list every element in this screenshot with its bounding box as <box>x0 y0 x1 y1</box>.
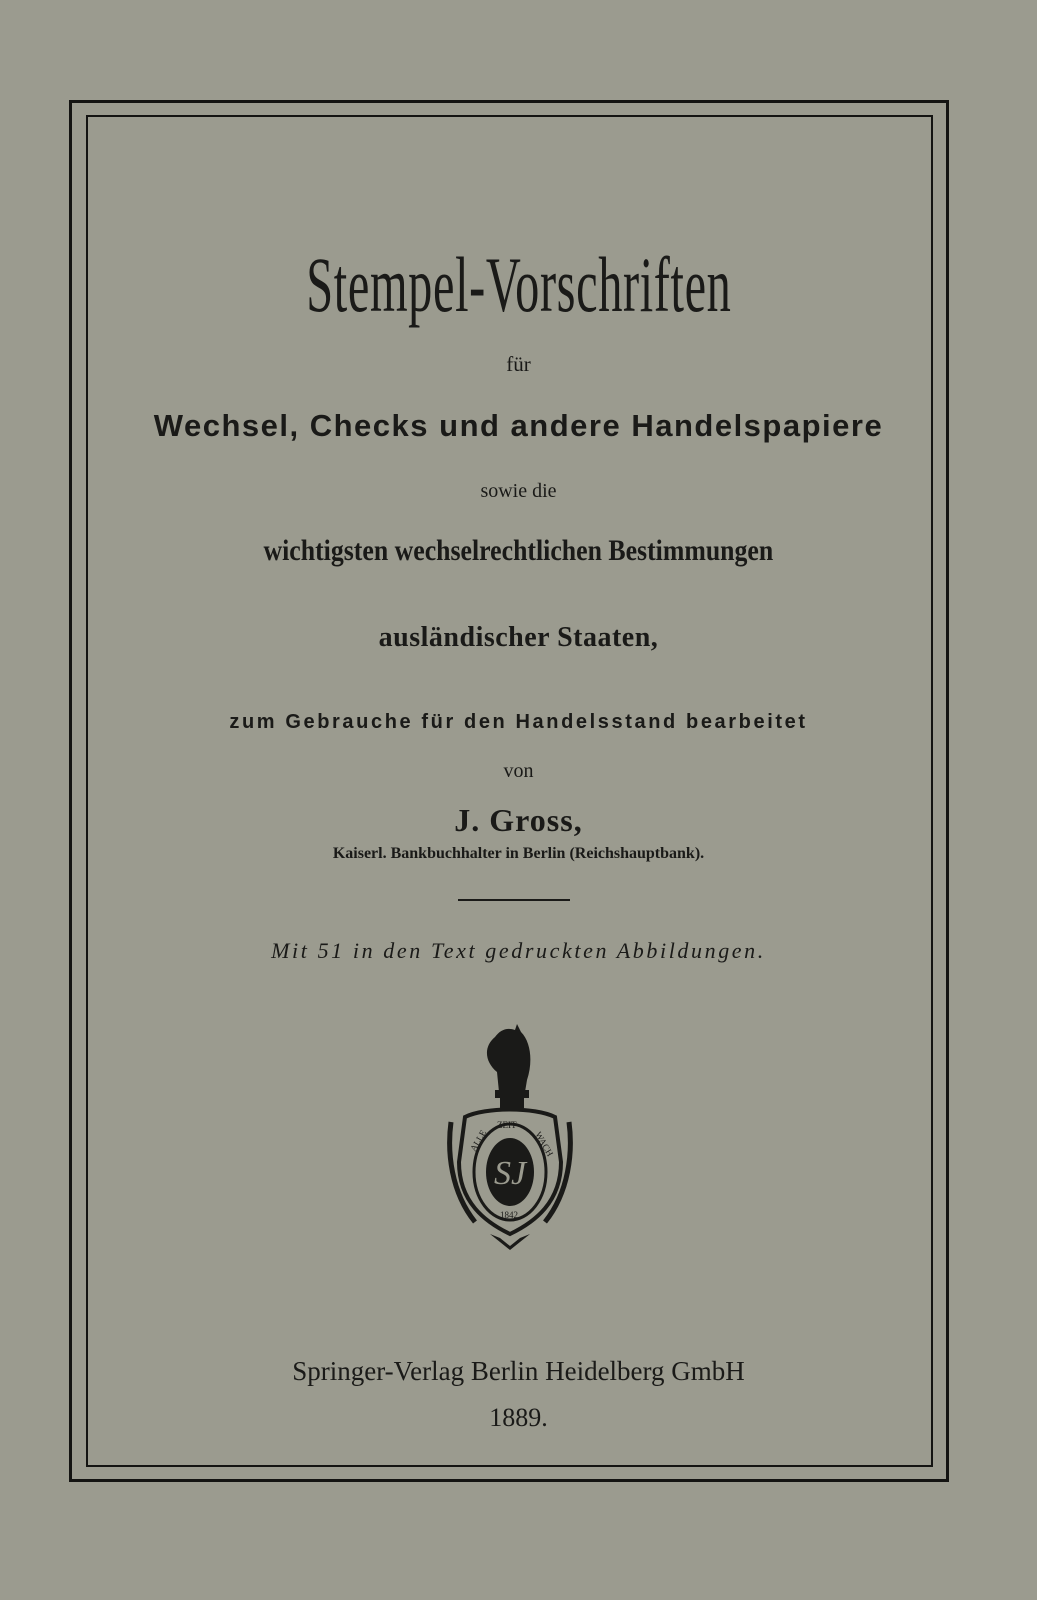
purpose-text: zum Gebrauche für den Handelsstand bearbeitet <box>229 711 808 733</box>
illustrations-note: Mit 51 in den Text gedruckten Abbildungen. <box>271 938 766 963</box>
publisher-name: Springer-Verlag Berlin Heidelberg GmbH <box>292 1356 745 1386</box>
author-role: Kaiserl. Bankbuchhalter in Berlin (Reichshauptbank). <box>332 845 705 862</box>
svg-text:WACH: WACH <box>533 1130 556 1158</box>
fuer-text: für <box>506 352 531 376</box>
sowie-text: sowie die <box>480 480 557 502</box>
publisher-logo-icon <box>445 1022 575 1254</box>
publication-year: 1889. <box>489 1403 548 1432</box>
subtitle-2-text: wichtigsten wechselrechtlichen Bestimmungen <box>263 534 774 567</box>
author-name: J. Gross, <box>454 802 583 838</box>
svg-text:ZEIT: ZEIT <box>497 1120 517 1130</box>
subtitle-3: ausländischer Staaten, <box>378 622 659 653</box>
book-title <box>0 240 1037 330</box>
svg-text:ALLE: ALLE <box>468 1128 489 1153</box>
von-text: von <box>503 760 534 782</box>
divider <box>458 899 570 901</box>
title-text: Stempel-Vorschriften <box>305 241 732 328</box>
subtitle-2 <box>0 534 1037 568</box>
subtitle-1: Wechsel, Checks und andere Handelspapiere <box>153 408 884 443</box>
svg-text:SJ: SJ <box>493 1155 527 1192</box>
svg-text:1842: 1842 <box>500 1210 518 1220</box>
